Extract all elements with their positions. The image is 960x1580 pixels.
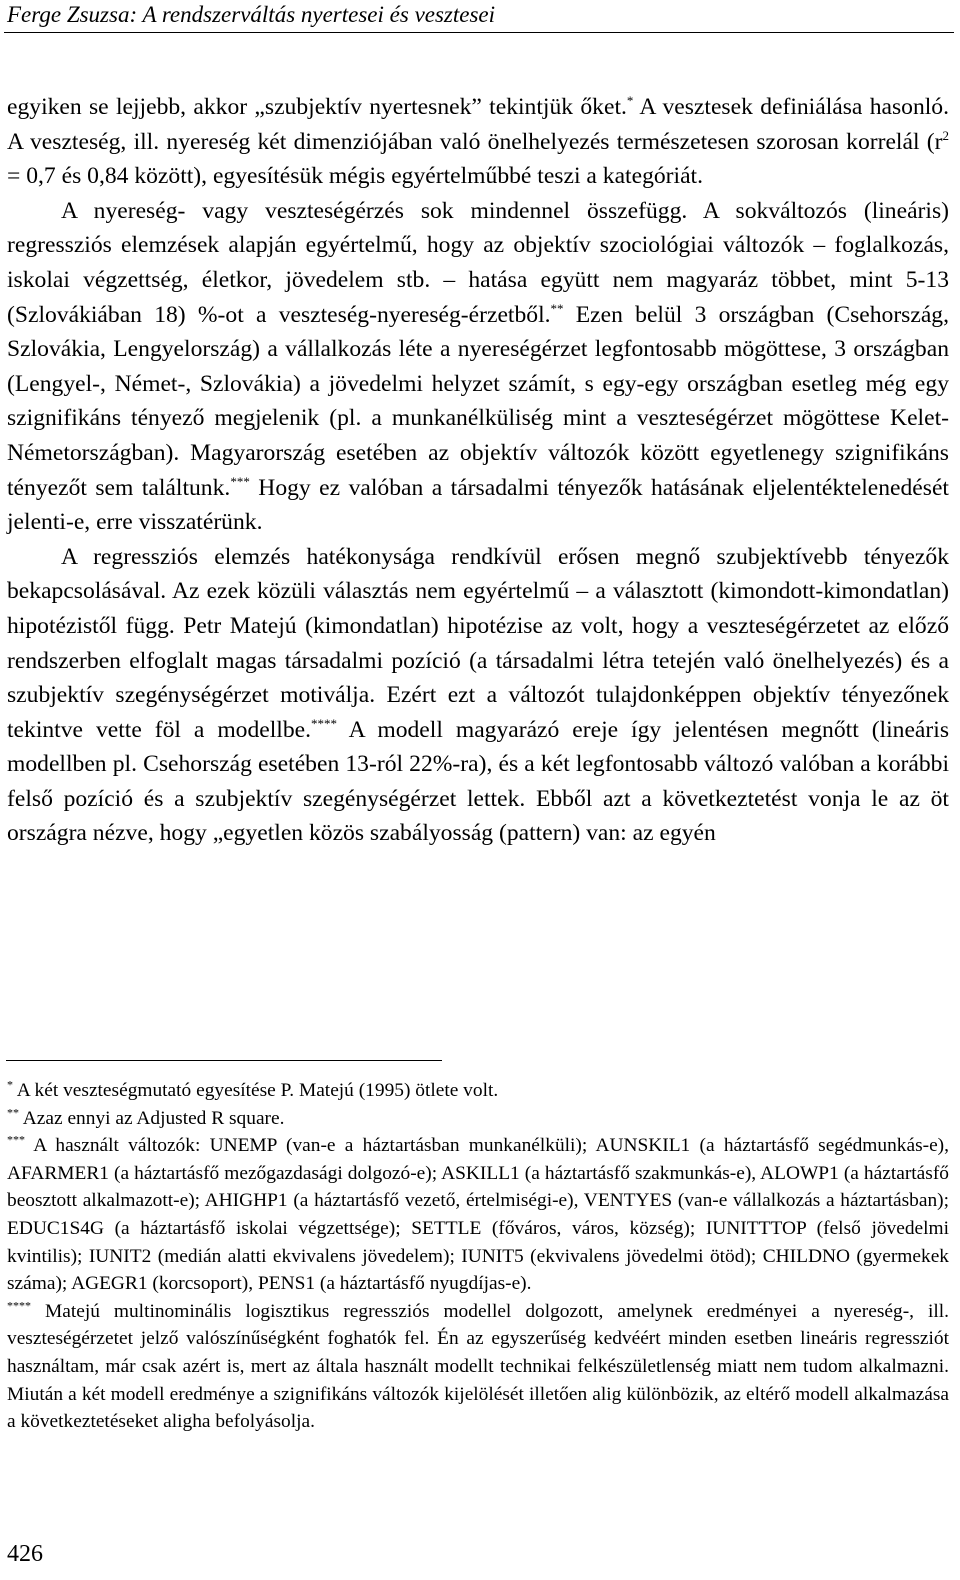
footnote-rule xyxy=(6,1060,442,1061)
running-header: Ferge Zsuzsa: A rendszerváltás nyertesei és vesztesei xyxy=(7,2,496,27)
footnote-ref-4: **** xyxy=(311,715,338,731)
paragraph-3 xyxy=(7,540,949,851)
paragraph-1 xyxy=(7,90,949,194)
paragraph-3-text-a: A regressziós elemzés hatékonysága rendkívül erősen megnő szubjektívebb tényezők bekapcsolásával. Az ezek közüli választás nem egyértelmű – a választott (kimondott-kimondatlan) hipotézistől függ. Petr Matejú (kimondatlan) hipotézise az volt, hogy a veszteségérzetet az előző rendszerben elfoglalt magas társadalmi pozíció (a társadalmi létra tetején való önelhelyezés) és a szubjektív szegénységérzet motiválja. Ezért ezt a változót tulajdonképpen objektív tényezőnek tekintve vette föl a modellbe. xyxy=(7,543,949,743)
paragraph-2 xyxy=(7,194,949,540)
footnote-1 xyxy=(7,1077,949,1105)
paragraph-1-text-c: = 0,7 és 0,84 között), egyesítésük mégis egyértelműbbé teszi a kategóriát. xyxy=(7,163,704,190)
footnotes xyxy=(7,1077,949,1436)
exponent: 2 xyxy=(942,127,949,143)
paragraph-2-text-c: Hogy ez valóban a társadalmi tényezők hatásának eljelentéktelenedését jelenti-e, erre visszatérünk. xyxy=(7,474,949,536)
page-number: 426 xyxy=(7,1541,43,1567)
paragraph-1-text-a: egyiken se lejjebb, akkor „szubjektív nyertesnek” tekintjük őket. xyxy=(7,94,627,120)
footnote-text: Azaz ennyi az Adjusted R square. xyxy=(19,1107,285,1129)
footnote-2 xyxy=(7,1105,949,1133)
footnote-marker: * xyxy=(7,1077,13,1092)
footnote-ref-3: *** xyxy=(230,473,250,489)
footnote-text: A két veszteségmutató egyesítése P. Matejú (1995) ötlete volt. xyxy=(13,1080,499,1101)
body-text xyxy=(7,90,949,851)
footnote-ref-1: * xyxy=(626,93,634,109)
footnote-ref-2: ** xyxy=(550,300,564,316)
footnote-text: Matejú multinominális logisztikus regressziós modellel dolgozott, amelynek eredményei a nyereség-, ill. veszteségérzetet jelző valószínűségként foghatók fel. Én az egyszerűség kedvéért minden esetben lineáris regressziót használtam, már csak azért is, mert az általa használt modellt technikai felkészületlenség miatt nem tudom alkalmazni. Miután a két modell eredménye a szignifikáns változók kijelölését illetően alig különbözik, az eltérő modell alkalmazása a következtetéseket aligha befolyásolja. xyxy=(7,1300,949,1433)
paragraph-2-text-b: Ezen belül 3 országban (Csehország, Szlovákia, Lengyelország) a vállalkozás léte a nyereségérzet legfontosabb mögöttese, 3 országban (Lengyel-, Német-, Szlovákia) a jövedelmi helyzet számít, s egy-egy országban esetleg még egy szignifikáns tényező megjelenik (pl. a munkanélküliség mint a veszteségérzet mögöttese Kelet-Németországban). Magyarország esetében az objektív változók között egyetlenegy szignifikáns tényezőt sem találtunk. xyxy=(7,301,949,501)
footnote-3 xyxy=(7,1132,949,1298)
paragraph-1-text-b: A vesztesek definiálása hasonló. A veszteség, ill. nyereség két dimenziójában való önelhelyezés természetesen szorosan korrelál (r xyxy=(7,94,949,155)
footnote-marker: ** xyxy=(7,1105,19,1120)
footnote-marker: **** xyxy=(7,1298,31,1313)
footnote-marker: *** xyxy=(7,1132,25,1147)
paragraph-2-text-a: A nyereség- vagy veszteségérzés sok mindennel összefügg. A sokváltozós (lineáris) regressziós elemzések alapján egyértelmű, hogy az objektív szociológiai változók – foglalkozás, iskolai végzettség, életkor, jövedelem stb. – hatása együtt nem magyaráz többet, mint 5-13 (Szlovákiában 18) %-ot a veszteség-nyereség-érzetből. xyxy=(7,197,949,328)
header-rule xyxy=(4,32,954,33)
footnote-4 xyxy=(7,1298,949,1436)
footnote-text: A használt változók: UNEMP (van-e a háztartásban munkanélküli); AUNSKIL1 (a háztartásfő segédmunkás-e), AFARMER1 (a háztartásfő mezőgazdasági dolgozó-e); ASKILL1 (a háztartásfő szakmunkás-e), ALOWP1 (a háztartásfő beosztott alkalmazott-e); AHIGHP1 (a háztartásfő vezető, értelmiségi-e), VENTYES (van-e vállalkozás a háztartásban); EDUC1S4G (a háztartásfő iskolai végzettsége); SETTLE (főváros, város, község); IUNITTTOP (felső jövedelmi kvintilis); IUNIT2 (medián alatti ekvivalens jövedelem); IUNIT5 (ekvivalens jövedelmi ötöd); CHILDNO (gyermekek száma); AGEGR1 (korcsoport), PENS1 (a háztartásfő nyugdíjas-e). xyxy=(7,1135,949,1295)
paragraph-3-text-b: A modell magyarázó ereje így jelentésen megnőtt (lineáris modellben pl. Csehország esetében 13-ról 22%-ra), és a két legfontosabb változó valóban a korábbi felső pozíció és a szubjektív szegénységérzet lettek. Ebből azt a következtetést vonja le az öt országra nézve, hogy „egyetlen közös szabályosság (pattern) van: az egyén xyxy=(7,716,949,847)
